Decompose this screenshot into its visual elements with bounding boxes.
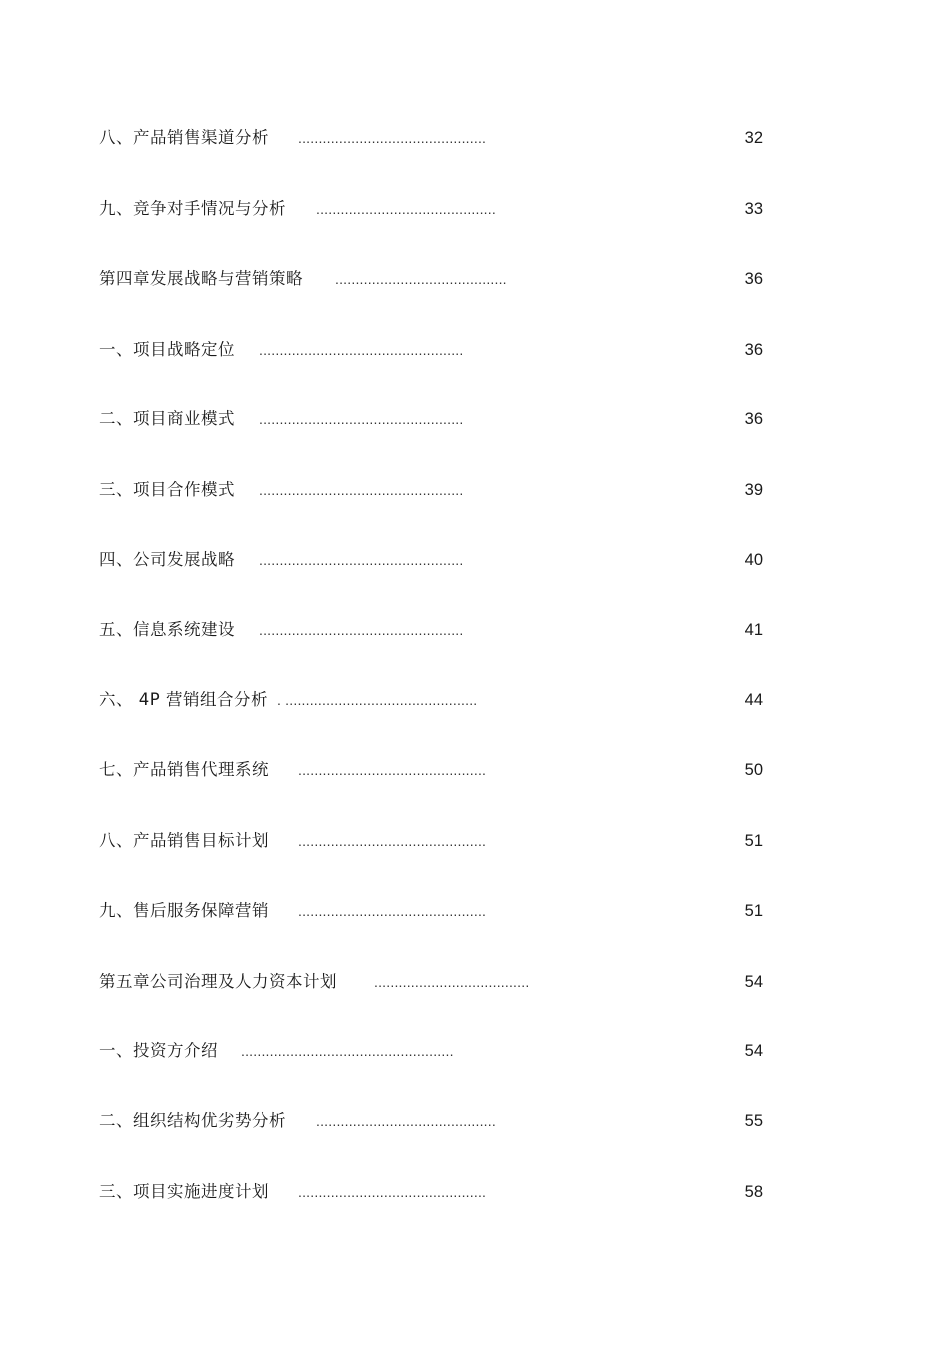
toc-entry[interactable]: [99, 898, 779, 924]
toc-entry-page: 51: [744, 902, 763, 920]
toc-entry-leader: ..............................................: [298, 903, 487, 919]
toc-entry-leader: ..............................................: [298, 1184, 487, 1200]
toc-entry-page: 39: [744, 481, 763, 499]
toc-entry-leader: ............................................: [316, 1113, 496, 1129]
toc-entry[interactable]: [99, 969, 779, 995]
toc-entry-page: 32: [744, 129, 763, 147]
toc-entry-leader: ..............................................: [298, 762, 487, 778]
toc-entry-leader: ..................................................: [259, 622, 464, 638]
toc-entry-page: 50: [744, 761, 763, 779]
toc-entry[interactable]: [99, 477, 779, 503]
toc-entry[interactable]: [99, 757, 779, 783]
toc-entry-page: 41: [744, 621, 763, 639]
toc-entry-title: 九、售后服务保障营销: [99, 901, 269, 920]
toc-entry-title: 二、组织结构优劣势分析: [99, 1111, 286, 1130]
toc-entry[interactable]: [99, 1108, 779, 1134]
toc-entry-leader: ......................................: [374, 974, 530, 990]
toc-entry-title: 三、项目实施进度计划: [99, 1182, 269, 1201]
toc-entry-title: 三、项目合作模式: [99, 480, 235, 499]
toc-entry[interactable]: [99, 1179, 779, 1205]
toc-entry-leader: ....................................................: [241, 1043, 454, 1059]
toc-entry-title: 八、产品销售目标计划: [99, 831, 269, 850]
toc-entry-title: 九、竞争对手情况与分析: [99, 199, 286, 218]
toc-entry-leader: . ...............................................: [277, 692, 478, 708]
toc-entry[interactable]: [99, 125, 779, 151]
toc-entry-title: 二、项目商业模式: [99, 409, 235, 428]
toc-entry-page: 33: [744, 200, 763, 218]
toc-entry[interactable]: [99, 1038, 779, 1064]
toc-entry-page: 55: [744, 1112, 763, 1130]
toc-entry-leader: ............................................: [316, 201, 496, 217]
toc-entry-page: 54: [744, 1042, 763, 1060]
toc-entry-page: 58: [744, 1183, 763, 1201]
toc-entry[interactable]: [99, 547, 779, 573]
toc-entry-page: 44: [744, 691, 763, 709]
toc-entry[interactable]: [99, 406, 779, 432]
toc-entry-leader: ..............................................: [298, 130, 487, 146]
toc-entry-page: 36: [744, 410, 763, 428]
toc-entry-title: 五、信息系统建设: [99, 620, 235, 639]
toc-entry-title: 第五章公司治理及人力资本计划: [99, 972, 337, 991]
toc-entry-leader: ..................................................: [259, 552, 464, 568]
toc-entry[interactable]: [99, 617, 779, 643]
toc-entry-title: 八、产品销售渠道分析: [99, 128, 269, 147]
toc-entry-title: 第四章发展战略与营销策略: [99, 269, 303, 288]
toc-entry[interactable]: [99, 266, 779, 292]
toc-entry-title: 六、 4P 营销组合分析: [99, 690, 268, 709]
toc-entry-title: 一、投资方介绍: [99, 1041, 218, 1060]
toc-entry-page: 54: [744, 973, 763, 991]
toc-entry[interactable]: [99, 828, 779, 854]
toc-entry-leader: ..........................................: [335, 271, 507, 287]
toc-entry-leader: ..............................................: [298, 833, 487, 849]
toc-entry[interactable]: [99, 337, 779, 363]
toc-entry-page: 40: [744, 551, 763, 569]
toc-entry-title: 一、项目战略定位: [99, 340, 235, 359]
toc-entry[interactable]: [99, 687, 779, 713]
toc-entry-leader: ..................................................: [259, 482, 464, 498]
toc-entry-page: 51: [744, 832, 763, 850]
toc-entry-title: 七、产品销售代理系统: [99, 760, 269, 779]
toc-entry-page: 36: [744, 341, 763, 359]
toc-entry-page: 36: [744, 270, 763, 288]
toc-entry-leader: ..................................................: [259, 342, 464, 358]
toc-entry-leader: ..................................................: [259, 411, 464, 427]
toc-entry[interactable]: [99, 196, 779, 222]
toc-entry-title: 四、公司发展战略: [99, 550, 235, 569]
